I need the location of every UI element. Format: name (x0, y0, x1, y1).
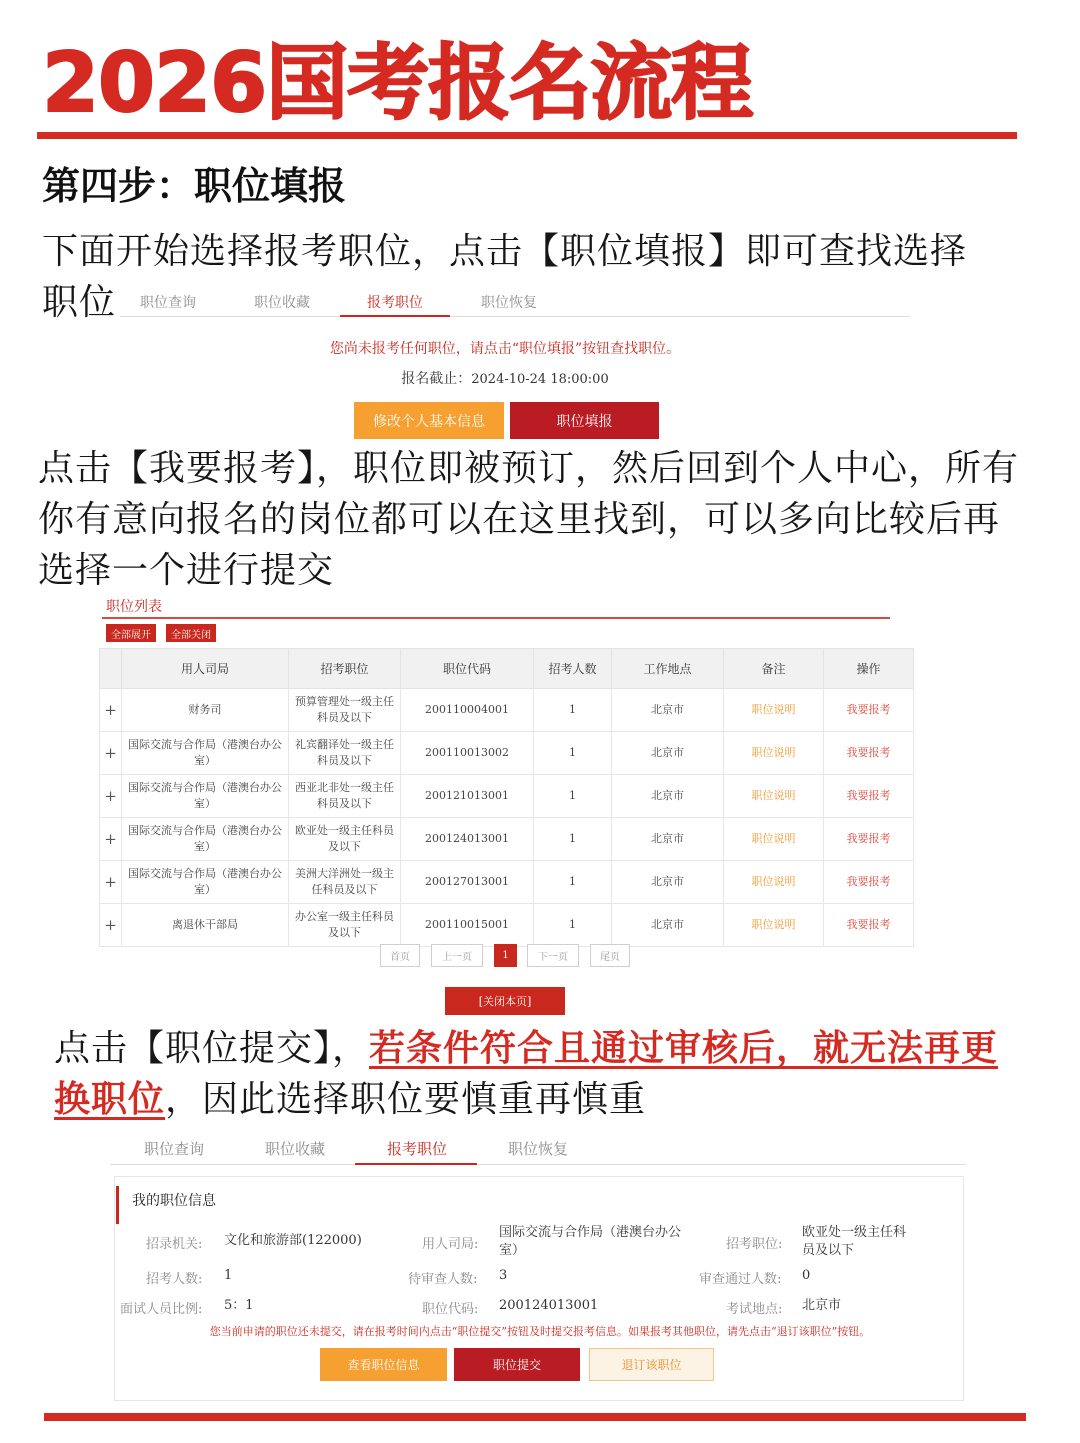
column-header-expand (100, 649, 122, 689)
submit-job-button[interactable]: 职位提交 (454, 1348, 580, 1381)
cell-position: 西亚北非处一级主任科员及以下 (289, 775, 401, 818)
cell-count: 1 (534, 732, 612, 775)
cell-location: 北京市 (612, 904, 724, 947)
table-header-row (100, 649, 914, 689)
table-row (100, 904, 914, 947)
cell-dept: 国际交流与合作局（港澳台办公室） (122, 775, 289, 818)
cell-dept: 财务司 (122, 689, 289, 732)
tab-job-restore[interactable]: 职位恢复 (508, 1140, 569, 1158)
apply-link[interactable]: 我要报考 (824, 904, 914, 947)
pagination-first[interactable]: 首页 (380, 944, 420, 967)
interview-ratio-label: 面试人员比例: (120, 1302, 203, 1317)
job-list-title: 职位列表 (106, 599, 162, 615)
expand-row-icon[interactable]: + (100, 689, 122, 732)
pagination-next[interactable]: 下一页 (527, 944, 579, 967)
cell-code: 200127013001 (401, 861, 534, 904)
cell-code: 200110015001 (401, 904, 534, 947)
screenshot-1 (120, 280, 920, 440)
position-value: 欧亚处一级主任科员及以下 (802, 1225, 907, 1258)
deadline-value: 2024-10-24 18:00:00 (471, 372, 609, 387)
agency-label: 招录机关: (146, 1237, 203, 1252)
expand-row-icon[interactable]: + (100, 904, 122, 947)
table-row (100, 818, 914, 861)
deadline-row (120, 368, 890, 388)
cell-position: 欧亚处一级主任科员及以下 (289, 818, 401, 861)
instruction-paragraph-2: 点击【我要报考】，职位即被预订，然后回到个人中心，所有你有意向报名的岗位都可以在这里找到，可以多向比较后再选择一个进行提交 (38, 448, 1020, 591)
apply-link[interactable]: 我要报考 (824, 689, 914, 732)
cell-dept: 国际交流与合作局（港澳台办公室） (122, 861, 289, 904)
column-header-note: 备注 (724, 649, 824, 689)
dept-label: 用人司局: (422, 1237, 479, 1252)
panel-accent-bar (116, 1186, 119, 1224)
cell-location: 北京市 (612, 689, 724, 732)
tab-divider (110, 1164, 966, 1165)
pagination-current[interactable]: 1 (494, 944, 517, 967)
cell-position: 礼宾翻译处一级主任科员及以下 (289, 732, 401, 775)
edit-personal-info-button[interactable]: 修改个人基本信息 (354, 402, 504, 439)
count-value: 1 (224, 1268, 233, 1283)
cell-code: 200124013001 (401, 818, 534, 861)
cell-count: 1 (534, 904, 612, 947)
unsubscribe-job-button[interactable]: 退订该职位 (589, 1348, 714, 1381)
fill-job-button[interactable]: 职位填报 (510, 402, 659, 439)
column-header-dept: 用人司局 (122, 649, 289, 689)
cell-position: 美洲大洋洲处一级主任科员及以下 (289, 861, 401, 904)
job-list-divider (102, 617, 890, 619)
pagination-prev[interactable]: 上一页 (431, 944, 483, 967)
cell-code: 200110004001 (401, 689, 534, 732)
expand-row-icon[interactable]: + (100, 818, 122, 861)
tab-job-query[interactable]: 职位查询 (144, 1140, 205, 1158)
apply-link[interactable]: 我要报考 (824, 818, 914, 861)
apply-link[interactable]: 我要报考 (824, 861, 914, 904)
job-code-label: 职位代码: (422, 1302, 479, 1317)
job-description-link[interactable]: 职位说明 (724, 689, 824, 732)
position-label: 招考职位: (726, 1237, 783, 1252)
tab-job-restore[interactable]: 职位恢复 (481, 295, 537, 311)
cell-location: 北京市 (612, 775, 724, 818)
tab-active-indicator (340, 315, 450, 317)
expand-all-button[interactable]: 全部展开 (106, 624, 156, 642)
no-application-notice: 您尚未报考任何职位，请点击“职位填报”按钮查找职位。 (329, 341, 681, 357)
interview-ratio-value: 5：1 (224, 1298, 254, 1313)
view-job-info-button[interactable]: 查看职位信息 (320, 1348, 447, 1381)
count-label: 招考人数: (146, 1272, 203, 1287)
page-title: 2026国考报名流程 (42, 36, 753, 131)
expand-row-icon[interactable]: + (100, 775, 122, 818)
job-description-link[interactable]: 职位说明 (724, 861, 824, 904)
cell-dept: 国际交流与合作局（港澳台办公室） (122, 732, 289, 775)
table-row (100, 732, 914, 775)
job-description-link[interactable]: 职位说明 (724, 818, 824, 861)
tab-job-query[interactable]: 职位查询 (140, 295, 196, 311)
tab-applied-jobs[interactable]: 报考职位 (387, 1140, 448, 1158)
cell-code: 200121013001 (401, 775, 534, 818)
expand-row-icon[interactable]: + (100, 861, 122, 904)
pending-review-label: 待审查人数: (408, 1272, 478, 1287)
column-header-action: 操作 (824, 649, 914, 689)
job-description-link[interactable]: 职位说明 (724, 775, 824, 818)
table-row (100, 861, 914, 904)
cell-count: 1 (534, 689, 612, 732)
apply-link[interactable]: 我要报考 (824, 732, 914, 775)
exam-location-label: 考试地点: (726, 1302, 783, 1317)
expand-row-icon[interactable]: + (100, 732, 122, 775)
column-header-location: 工作地点 (612, 649, 724, 689)
passed-review-label: 审查通过人数: (699, 1272, 782, 1287)
column-header-count: 招考人数 (534, 649, 612, 689)
table-row (100, 775, 914, 818)
job-description-link[interactable]: 职位说明 (724, 904, 824, 947)
my-job-info-title: 我的职位信息 (132, 1193, 216, 1209)
column-header-position: 招考职位 (289, 649, 401, 689)
step-title: 第四步：职位填报 (42, 164, 347, 208)
tab-applied-jobs[interactable]: 报考职位 (367, 295, 423, 311)
close-page-button[interactable]: [关闭本页] (445, 987, 565, 1015)
tab-active-indicator (355, 1163, 477, 1165)
collapse-all-button[interactable]: 全部关闭 (166, 624, 216, 642)
tab-job-favorites[interactable]: 职位收藏 (265, 1140, 326, 1158)
cell-dept: 离退休干部局 (122, 904, 289, 947)
instruction-paragraph-3 (54, 1023, 1034, 1125)
cell-dept: 国际交流与合作局（港澳台办公室） (122, 818, 289, 861)
cell-count: 1 (534, 818, 612, 861)
cell-count: 1 (534, 775, 612, 818)
cell-location: 北京市 (612, 732, 724, 775)
cell-position: 预算管理处一级主任科员及以下 (289, 689, 401, 732)
job-table (99, 648, 914, 947)
pending-review-value: 3 (499, 1268, 508, 1283)
job-description-link[interactable]: 职位说明 (724, 732, 824, 775)
screenshot-3 (110, 1128, 970, 1403)
cell-location: 北京市 (612, 818, 724, 861)
pagination-last[interactable]: 尾页 (590, 944, 630, 967)
tab-job-favorites[interactable]: 职位收藏 (254, 295, 310, 311)
instruction-paragraph-1: 下面开始选择报考职位，点击【职位填报】即可查找选择职位 (42, 231, 968, 323)
agency-value: 文化和旅游部(122000) (224, 1233, 362, 1248)
deadline-label: 报名截止： (401, 371, 472, 387)
exam-location-value: 北京市 (802, 1298, 842, 1313)
cell-position: 办公室一级主任科员及以下 (289, 904, 401, 947)
apply-link[interactable]: 我要报考 (824, 775, 914, 818)
column-header-code: 职位代码 (401, 649, 534, 689)
unsubmitted-warning: 您当前申请的职位还未提交，请在报考时间内点击“职位提交”按钮及时提交报考信息。如果报考其他职位，请先点击“退订该职位”按钮。 (209, 1325, 871, 1338)
paragraph-3-prefix: 点击【职位提交】， (54, 1028, 370, 1069)
title-divider (37, 132, 1017, 139)
dept-value: 国际交流与合作局（港澳台办公室） (499, 1225, 682, 1258)
table-row (100, 689, 914, 732)
paragraph-3-suffix: ，因此选择职位要慎重再慎重 (165, 1079, 647, 1120)
cell-count: 1 (534, 861, 612, 904)
bottom-divider (44, 1413, 1026, 1421)
tab-divider (120, 316, 910, 317)
cell-code: 200110013002 (401, 732, 534, 775)
screenshot-2 (96, 590, 916, 1015)
job-code-value: 200124013001 (499, 1298, 599, 1313)
cell-location: 北京市 (612, 861, 724, 904)
passed-review-value: 0 (802, 1268, 811, 1283)
paragraph-3-warning-highlight: 若条件符合且通过审核后，就无法再更换职位 (54, 1028, 999, 1120)
